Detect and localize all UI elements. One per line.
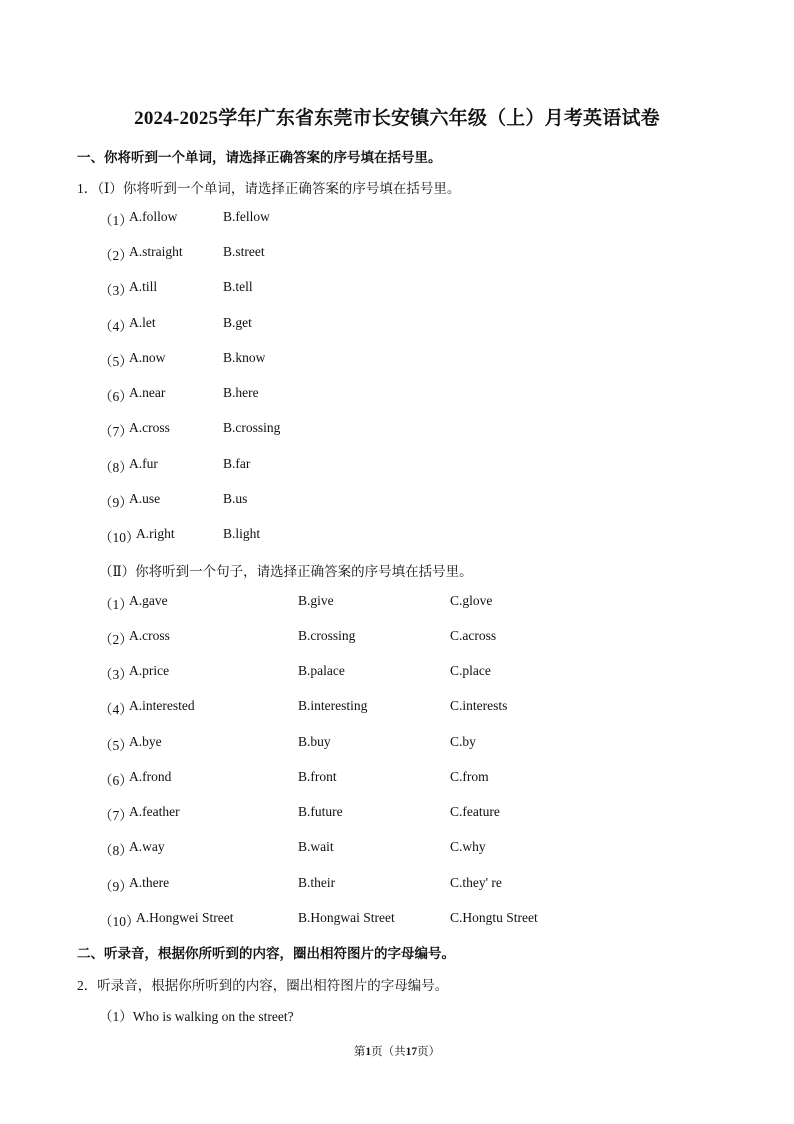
option-a: A.follow xyxy=(129,209,178,224)
option-a: A.Hongwei Street xyxy=(136,910,234,925)
option-a: A.use xyxy=(129,491,161,506)
part1-row xyxy=(0,244,794,264)
item-number: （8） xyxy=(99,843,133,858)
option-b: B.fellow xyxy=(223,209,270,224)
option-a: A.straight xyxy=(129,244,183,259)
question-1-stem: 1．（Ⅰ）你将听到一个单词，请选择正确答案的序号填在括号里。 xyxy=(77,181,461,196)
option-a: A.till xyxy=(129,279,158,294)
page-title: 2024-2025学年广东省东莞市长安镇六年级（上）月考英语试卷 xyxy=(134,108,660,129)
item-number: （6） xyxy=(99,773,133,788)
option-b: B.know xyxy=(223,350,266,365)
option-a: A.now xyxy=(129,350,166,365)
part1-row xyxy=(0,491,794,511)
item-number: （2） xyxy=(99,632,133,647)
part1-row xyxy=(0,456,794,476)
part2-row xyxy=(0,839,794,859)
footer-prefix: 第 xyxy=(353,1046,366,1058)
option-c: C.why xyxy=(450,839,486,854)
option-c: C.they' re xyxy=(450,875,502,890)
part2-row xyxy=(0,628,794,648)
item-number: （7） xyxy=(99,424,133,439)
item-number: （8） xyxy=(99,460,133,475)
part1-row xyxy=(0,315,794,335)
option-b: B.us xyxy=(223,491,248,506)
option-a: A.interested xyxy=(129,698,195,713)
option-a: A.there xyxy=(129,875,170,890)
item-number: （7） xyxy=(99,808,133,823)
option-b: B.Hongwai Street xyxy=(298,910,395,925)
part1-row xyxy=(0,350,794,370)
option-b: B.crossing xyxy=(223,420,281,435)
option-a: A.fur xyxy=(129,456,158,471)
part2-row xyxy=(0,593,794,613)
section-heading-1: 一、你将听到一个单词，请选择正确答案的序号填在括号里。 xyxy=(77,150,442,165)
question-2-stem: 2．听录音，根据你所听到的内容，圈出相符图片的字母编号。 xyxy=(77,978,449,993)
footer-page-number: 1 xyxy=(365,1046,372,1058)
option-b: B.tell xyxy=(223,279,253,294)
question-2-item-1: （1）Who is walking on the street? xyxy=(99,1009,294,1024)
option-b: B.interesting xyxy=(298,698,368,713)
option-b: B.buy xyxy=(298,734,331,749)
option-b: B.light xyxy=(223,526,261,541)
option-a: A.bye xyxy=(129,734,162,749)
footer-total-pages: 17 xyxy=(405,1046,418,1058)
part1-row xyxy=(0,526,794,546)
option-b: B.here xyxy=(223,385,259,400)
option-a: A.right xyxy=(136,526,175,541)
option-b: B.give xyxy=(298,593,334,608)
item-number: （5） xyxy=(99,354,133,369)
part2-row xyxy=(0,698,794,718)
item-number: （4） xyxy=(99,319,133,334)
option-b: B.future xyxy=(298,804,343,819)
part1-row xyxy=(0,420,794,440)
option-b: B.crossing xyxy=(298,628,356,643)
item-number: （1） xyxy=(99,213,133,228)
option-a: A.feather xyxy=(129,804,180,819)
item-number: （6） xyxy=(99,389,133,404)
option-a: A.gave xyxy=(129,593,168,608)
part1-row xyxy=(0,385,794,405)
part2-row xyxy=(0,769,794,789)
part2-row xyxy=(0,875,794,895)
option-b: B.wait xyxy=(298,839,334,854)
option-b: B.front xyxy=(298,769,337,784)
option-c: C.glove xyxy=(450,593,493,608)
page-footer xyxy=(0,1043,794,1059)
option-a: A.price xyxy=(129,663,170,678)
option-c: C.across xyxy=(450,628,497,643)
item-number: （2） xyxy=(99,248,133,263)
part2-heading: （Ⅱ）你将听到一个句子，请选择正确答案的序号填在括号里。 xyxy=(99,564,473,579)
option-c: C.feature xyxy=(450,804,500,819)
option-a: A.let xyxy=(129,315,156,330)
section-heading-2: 二、听录音，根据你所听到的内容，圈出相符图片的字母编号。 xyxy=(77,946,455,961)
option-a: A.cross xyxy=(129,420,170,435)
item-number: （5） xyxy=(99,738,133,753)
option-c: C.from xyxy=(450,769,489,784)
part2-row xyxy=(0,734,794,754)
item-number: （9） xyxy=(99,879,133,894)
option-a: A.way xyxy=(129,839,165,854)
option-c: C.interests xyxy=(450,698,508,713)
item-number: （10） xyxy=(99,914,140,929)
part1-row xyxy=(0,279,794,299)
option-a: A.cross xyxy=(129,628,170,643)
footer-middle: 页（共 xyxy=(371,1046,406,1058)
option-b: B.palace xyxy=(298,663,345,678)
option-b: B.their xyxy=(298,875,336,890)
item-number: （3） xyxy=(99,283,133,298)
footer-suffix: 页） xyxy=(417,1046,441,1058)
item-number: （10） xyxy=(99,530,140,545)
option-c: C.Hongtu Street xyxy=(450,910,538,925)
part2-row xyxy=(0,804,794,824)
option-c: C.by xyxy=(450,734,476,749)
item-number: （1） xyxy=(99,597,133,612)
option-a: A.near xyxy=(129,385,166,400)
option-b: B.far xyxy=(223,456,251,471)
part2-row xyxy=(0,663,794,683)
option-c: C.place xyxy=(450,663,491,678)
part1-row xyxy=(0,209,794,229)
option-b: B.street xyxy=(223,244,265,259)
option-a: A.frond xyxy=(129,769,172,784)
item-number: （4） xyxy=(99,702,133,717)
item-number: （3） xyxy=(99,667,133,682)
option-b: B.get xyxy=(223,315,252,330)
item-number: （9） xyxy=(99,495,133,510)
part2-row xyxy=(0,910,794,930)
